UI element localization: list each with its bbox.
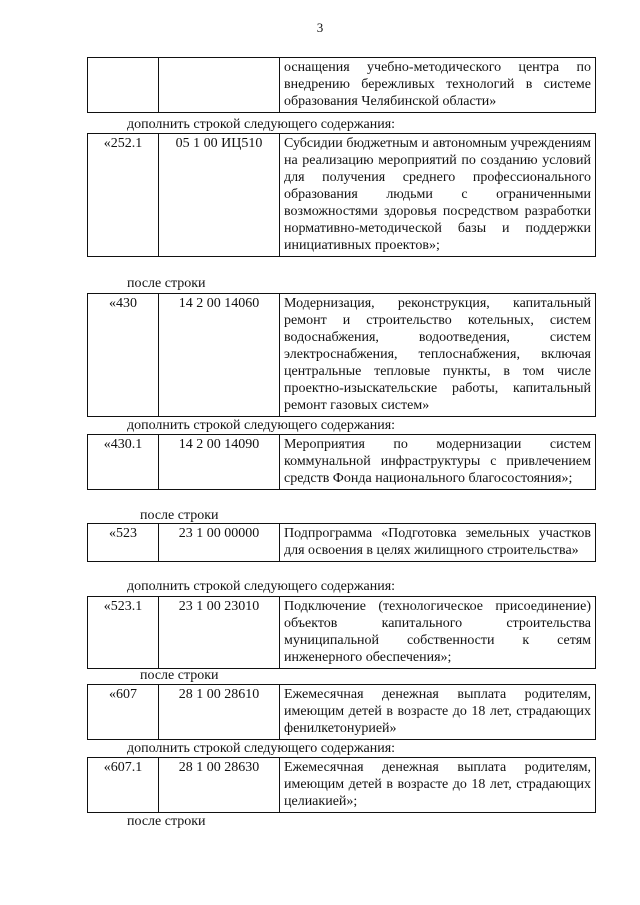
row-number: «430.1 (88, 435, 159, 490)
row-number: «607 (88, 685, 159, 740)
row-code: 05 1 00 ИЦ510 (159, 134, 280, 257)
row-number: «430 (88, 294, 159, 417)
row-code: 23 1 00 00000 (159, 524, 280, 562)
row-code: 28 1 00 28610 (159, 685, 280, 740)
table-row-523 (87, 523, 596, 562)
row-name: Ежемесячная денежная выплата родителям, имеющим детей в возрасте до 18 лет, страдающих фенилкетонурией» (280, 685, 596, 740)
row-code: 14 2 00 14090 (159, 435, 280, 490)
page-number: 3 (316, 20, 324, 35)
row-number: «607.1 (88, 758, 159, 813)
row-number: «523 (88, 524, 159, 562)
row-number (88, 58, 159, 113)
row-name: оснащения учебно-методического центра по внедрению бережливых технологий в системе образования Челябинской области» (280, 58, 596, 113)
table-row-607 (87, 684, 596, 740)
row-code: 14 2 00 14060 (159, 294, 280, 417)
row-number: «523.1 (88, 597, 159, 669)
row-name: Подпрограмма «Подготовка земельных участков для освоения в целях жилищного строительства» (280, 524, 596, 562)
table-row-252-1 (87, 133, 596, 257)
table-row-430-1 (87, 434, 596, 490)
row-code: 28 1 00 28630 (159, 758, 280, 813)
after-row-caption: после строки (140, 508, 219, 523)
add-row-caption: дополнить строкой следующего содержания: (127, 579, 396, 594)
row-name: Субсидии бюджетным и автономным учреждениям на реализацию мероприятий по созданию условий для получения среднего профессионального образования людьми с ограниченными возможностями здоровья посредством разработки нормативно-методической базы и поддержки инициативных проектов»; (280, 134, 596, 257)
row-name: Ежемесячная денежная выплата родителям, имеющим детей в возрасте до 18 лет, страдающих целиакией»; (280, 758, 596, 813)
row-name: Мероприятия по модернизации систем коммунальной инфраструктуры с привлечением средств Фонда национального благосостояния»; (280, 435, 596, 490)
table-row-continuation (87, 57, 596, 113)
add-row-caption: дополнить строкой следующего содержания: (127, 418, 396, 433)
row-number: «252.1 (88, 134, 159, 257)
row-code: 23 1 00 23010 (159, 597, 280, 669)
after-row-caption: после строки (140, 668, 219, 683)
after-row-caption: после строки (127, 814, 206, 829)
after-row-caption: после строки (127, 276, 206, 291)
add-row-caption: дополнить строкой следующего содержания: (127, 741, 396, 756)
table-row-430 (87, 293, 596, 417)
row-name: Подключение (технологическое присоединение) объектов капитального строительства муниципальной собственности к сетям инженерного обеспечения»; (280, 597, 596, 669)
add-row-caption: дополнить строкой следующего содержания: (127, 117, 396, 132)
row-code (159, 58, 280, 113)
table-row-523-1 (87, 596, 596, 669)
table-row-607-1 (87, 757, 596, 813)
row-name: Модернизация, реконструкция, капитальный ремонт и строительство котельных, систем водоснабжения, водоотведения, систем электроснабжения, теплоснабжения, включая центральные тепловые пункты, в том числе проектно-изыскательские работы, капитальный ремонт газовых систем» (280, 294, 596, 417)
